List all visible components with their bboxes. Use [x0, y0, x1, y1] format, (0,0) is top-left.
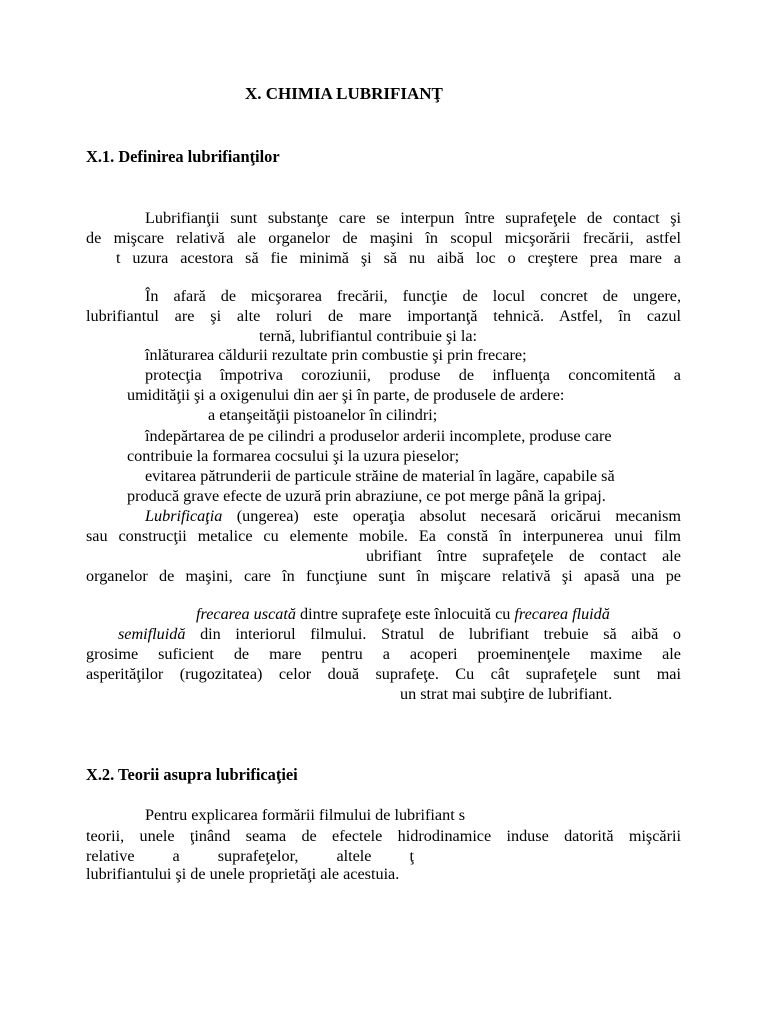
text-line: relative a suprafeţelor, altele ţ — [86, 847, 414, 865]
text-line: ternă, lubrifiantul contribuie şi la: — [259, 327, 478, 345]
text-line: frecarea uscată dintre suprafeţe este înlocuită cu frecarea fluidă — [196, 605, 610, 623]
section-heading-1: X.1. Definirea lubrifianţilor — [86, 147, 280, 166]
list-item: protecţia împotriva coroziunii, produse de influenţa concomitentă a — [145, 366, 681, 384]
text-line: de mişcare relativă ale organelor de maşini în scopul micşorării frecării, astfel — [86, 229, 681, 247]
list-item: îndepărtarea de pe cilindri a produselor arderii incomplete, produse care — [145, 427, 612, 445]
text-line: grosime suficient de mare pentru a acoperi proeminenţele maxime ale — [86, 645, 681, 663]
page-title: X. CHIMIA LUBRIFIANŢ — [245, 84, 443, 103]
list-item: a etanşeităţii pistoanelor în cilindri; — [208, 406, 438, 424]
text-line: ubrifiant între suprafeţele de contact ale — [366, 547, 681, 565]
italic-term: frecarea uscată — [196, 605, 296, 623]
text-line: Lubrificaţia (ungerea) este operaţia absolut necesară oricărui mecanism — [145, 507, 681, 525]
italic-term: semifluidă — [118, 625, 186, 643]
text-line: Lubrifianţii sunt substanţe care se interpun între suprafeţele de contact şi — [145, 209, 681, 227]
text-line: lubrifiantul are şi alte roluri de mare importanţă tehnică. Astfel, în cazul — [86, 307, 681, 325]
text-line: asperităţilor (rugozitatea) celor două suprafeţe. Cu cât suprafeţele sunt mai — [86, 665, 681, 683]
list-item-continuation: contribuie la formarea cocsului şi la uzura pieselor; — [127, 447, 460, 465]
italic-term: Lubrificaţia — [145, 507, 223, 525]
text-line: semifluidă din interiorul filmului. Stratul de lubrifiant trebuie să aibă o — [118, 625, 681, 643]
list-item-continuation: producă grave efecte de uzură prin abraziune, ce pot merge până la gripaj. — [127, 487, 606, 505]
text-line: sau construcţii metalice cu elemente mobile. Ea constă în interpunerea unui film — [86, 527, 681, 545]
italic-term: frecarea fluidă — [514, 605, 610, 623]
text-line: un strat mai subţire de lubrifiant. — [400, 685, 613, 703]
list-item-continuation: umidităţii şi a oxigenului din aer şi în parte, de produsele de ardere: — [127, 386, 565, 404]
text-line: organelor de maşini, care în funcţiune sunt în mişcare relativă şi apasă una pe — [86, 567, 681, 585]
section-heading-2: X.2. Teorii asupra lubrificaţiei — [86, 765, 298, 784]
text-line: Pentru explicarea formării filmului de lubrifiant s — [145, 806, 466, 824]
list-item: înlăturarea căldurii rezultate prin combustie şi prin frecare; — [145, 346, 527, 364]
text-line: t uzura acestora să fie minimă şi să nu aibă loc o creştere prea mare a — [116, 249, 681, 267]
list-item: evitarea pătrunderii de particule străine de material în lagăre, capabile să — [145, 467, 615, 485]
text-line: În afară de micşorarea frecării, funcţie de locul concret de ungere, — [145, 287, 681, 305]
text-line: teorii, unele ţinând seama de efectele hidrodinamice induse datorită mişcării — [86, 827, 681, 845]
text-line: lubrifiantului şi de unele proprietăţi ale acestuia. — [86, 865, 400, 883]
